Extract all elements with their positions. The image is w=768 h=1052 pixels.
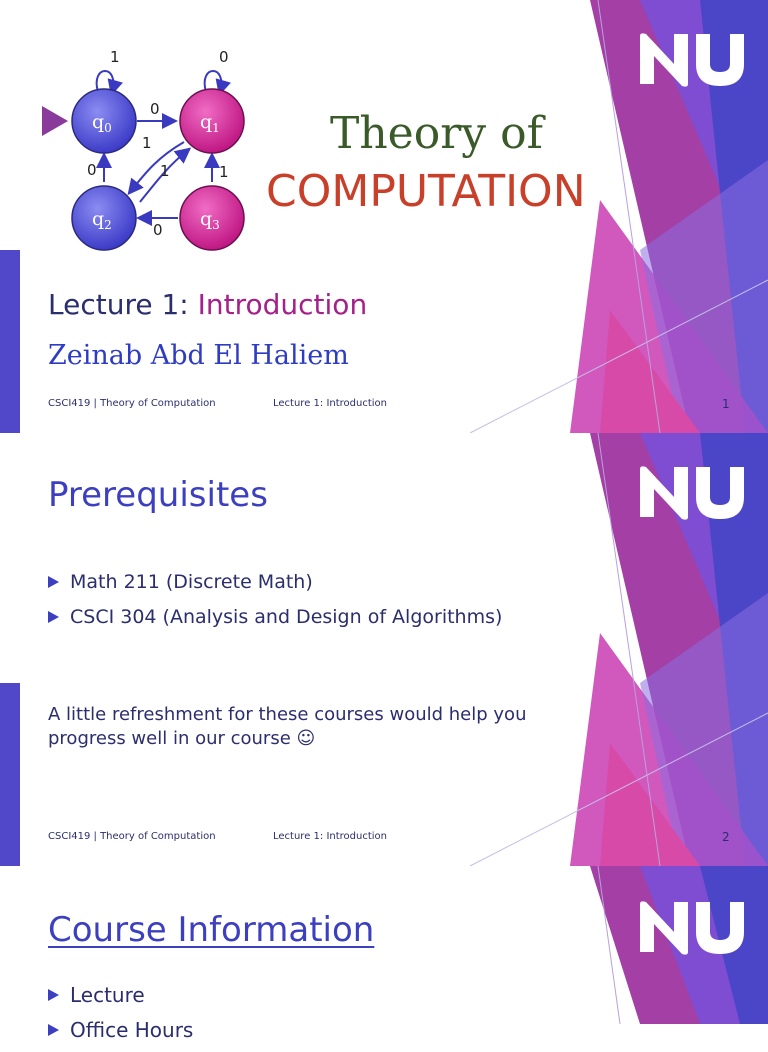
start-arrow-icon xyxy=(42,106,68,136)
state-label-q3: $q_3$ xyxy=(200,208,220,232)
lecture-prefix: Lecture 1: xyxy=(48,288,198,321)
left-accent-strip xyxy=(0,250,20,433)
slide-title: Prerequisites xyxy=(48,475,268,515)
title-slide xyxy=(0,0,768,433)
transition-label: 0 xyxy=(150,100,160,118)
list-item: Math 211 (Discrete Math) xyxy=(48,569,502,604)
title-line-2: COMPUTATION xyxy=(266,166,586,217)
list-item: CSCI 304 (Analysis and Design of Algorithms) xyxy=(48,604,502,639)
list-item: Office Hours xyxy=(48,1017,193,1052)
transition-label: 1 xyxy=(110,48,120,66)
nu-logo xyxy=(638,898,750,954)
transition-label: 0 xyxy=(153,221,163,239)
state-label-q2: $q_2$ xyxy=(92,208,112,232)
transition-label: 0 xyxy=(87,161,97,179)
bullet-arrow-icon xyxy=(48,1024,59,1036)
bullet-arrow-icon xyxy=(48,989,59,1001)
footer-course: CSCI419 | Theory of Computation xyxy=(48,831,216,842)
state-label-q1: $q_1$ xyxy=(200,111,220,135)
author-name: Zeinab Abd El Haliem xyxy=(48,340,349,371)
lecture-heading xyxy=(48,288,367,321)
page-number: 2 xyxy=(722,830,730,844)
nu-logo xyxy=(638,463,750,519)
title-line-1: Theory of xyxy=(330,108,543,159)
automaton-diagram xyxy=(38,42,258,252)
list-item: Lecture xyxy=(48,982,193,1017)
slide-title: Course Information xyxy=(48,910,375,950)
transition-label: 1 xyxy=(160,162,170,180)
lecture-topic: Introduction xyxy=(197,288,368,321)
page-number: 1 xyxy=(722,397,730,411)
transition-label: 1 xyxy=(142,134,152,152)
course-info-slide xyxy=(0,866,768,1042)
refresh-note: A little refreshment for these courses would help you progress well in our course ☺ xyxy=(48,704,527,749)
nu-logo xyxy=(638,30,750,86)
transition-label: 1 xyxy=(219,163,229,181)
left-accent-strip xyxy=(0,683,20,866)
state-label-q0: $q_0$ xyxy=(92,111,112,135)
footer-lecture: Lecture 1: Introduction xyxy=(273,831,387,842)
bullet-arrow-icon xyxy=(48,611,59,623)
prerequisite-list xyxy=(48,569,502,639)
transition-label: 0 xyxy=(219,48,229,66)
prerequisites-slide xyxy=(0,433,768,866)
footer-lecture: Lecture 1: Introduction xyxy=(273,398,387,409)
course-info-list xyxy=(48,982,193,1052)
bullet-arrow-icon xyxy=(48,576,59,588)
footer-course: CSCI419 | Theory of Computation xyxy=(48,398,216,409)
